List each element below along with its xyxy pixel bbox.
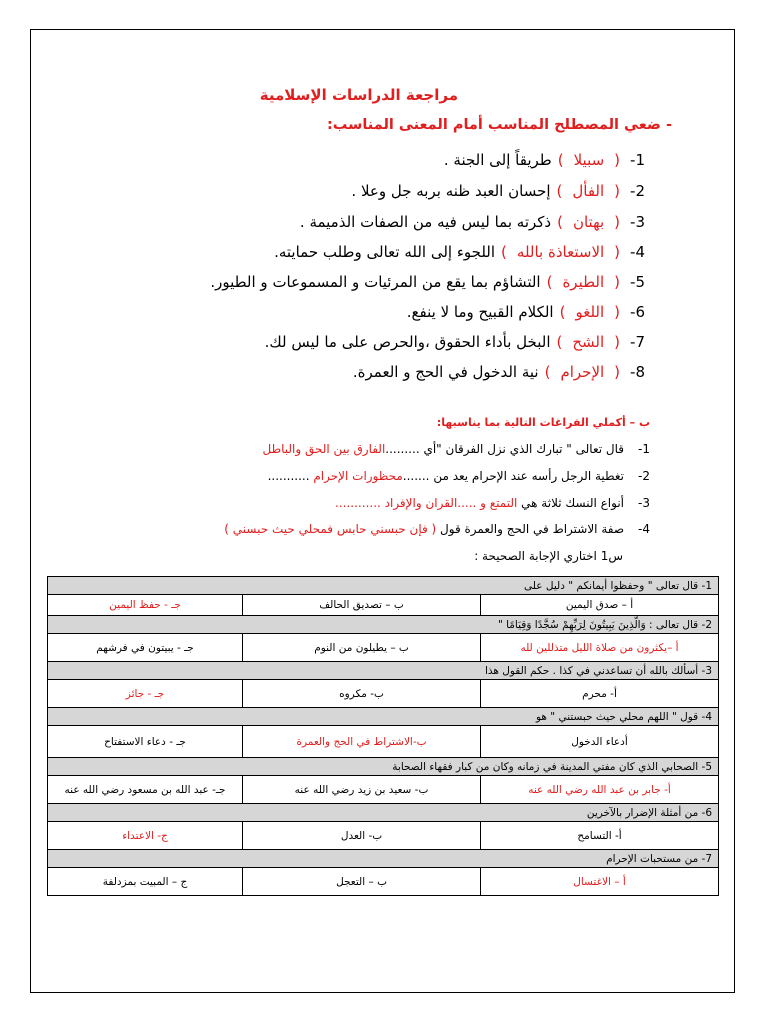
close-paren: ) — [546, 273, 553, 291]
blank-row — [268, 468, 650, 484]
answers-row — [48, 595, 719, 616]
question-row — [48, 577, 719, 595]
open-paren: ( — [614, 303, 621, 321]
term-definition: التشاؤم بما يقع من المرئيات و المسموعات و الطيور. — [210, 273, 541, 291]
term-number: 5- — [630, 273, 645, 291]
term-row — [444, 150, 645, 170]
term-number: 8- — [630, 363, 645, 381]
question-row — [48, 804, 719, 822]
term-definition: البخل بأداء الحقوق ،والحرص على ما ليس لك. — [264, 333, 551, 351]
term-definition: نية الدخول في الحج و العمرة. — [352, 363, 539, 381]
term-definition: إحسان العبد ظنه بربه جل وعلا . — [351, 182, 551, 200]
blank-answer: محظورات الإحرام — [313, 469, 403, 483]
option-a: أ – صدق اليمين — [481, 595, 719, 616]
multiple-choice-table — [47, 576, 719, 896]
answers-row — [48, 634, 719, 662]
term-answer: الطيرة — [562, 273, 605, 291]
term-definition: اللجوء إلى الله تعالى وطلب حمايته. — [274, 243, 496, 261]
term-row — [274, 242, 645, 262]
open-paren: ( — [614, 363, 621, 381]
question-text: 2- قال تعالى : وَالَّذِينَ يَبِيتُونَ لِرَبِّهِمْ سُجَّدًا وَقِيَامًا " — [48, 616, 719, 634]
answers-row — [48, 726, 719, 758]
option-b: ب – التعجل — [243, 868, 481, 896]
option-b: ب- العدل — [243, 822, 481, 850]
page-title: مراجعة الدراسات الإسلامية — [259, 86, 458, 104]
option-a: أ – الاغتسال — [481, 868, 719, 896]
blank-tail: ........... — [267, 469, 314, 483]
option-b: ب- مكروه — [243, 680, 481, 708]
option-b: ب – يطيلون من النوم — [243, 634, 481, 662]
term-number: 3- — [630, 213, 645, 231]
close-paren: ) — [556, 182, 563, 200]
option-a: أ- محرم — [481, 680, 719, 708]
open-paren: ( — [614, 151, 621, 169]
question-row — [48, 662, 719, 680]
blank-prompt: صفة الاشتراط في الحج والعمرة قول — [436, 522, 625, 536]
question-row — [48, 708, 719, 726]
question-row — [48, 758, 719, 776]
question-text: 1- قال تعالى " وحفظوا أيمانكم " دليل على — [48, 577, 719, 595]
section2-heading: ب – أكملي الفراغات التالية بما يناسبها: — [436, 416, 650, 429]
open-paren: ( — [614, 182, 621, 200]
term-number: 4- — [630, 243, 645, 261]
term-row — [351, 181, 645, 201]
term-row — [353, 362, 645, 382]
close-paren: ) — [556, 333, 563, 351]
close-paren: ) — [544, 363, 551, 381]
blank-row — [262, 441, 650, 457]
term-row — [300, 212, 645, 232]
question-text: 5- الصحابي الذي كان مفتي المدينة في زمانه وكان من كبار فقهاء الصحابة — [48, 758, 719, 776]
option-c: جـ - دعاء الاستفتاح — [48, 726, 243, 758]
term-number: 1- — [630, 151, 645, 169]
term-row — [407, 302, 645, 322]
blank-number: 2- — [638, 469, 650, 483]
term-answer: اللغو — [575, 303, 605, 321]
option-a: أدعاء الدخول — [481, 726, 719, 758]
blank-prompt: تغطية الرجل رأسه عند الإحرام يعد من ....... — [402, 469, 625, 483]
blank-answer: التمتع و .....القران والإفراد ............ — [335, 496, 518, 510]
answers-row — [48, 822, 719, 850]
open-paren: ( — [614, 333, 621, 351]
term-number: 2- — [630, 182, 645, 200]
close-paren: ) — [559, 303, 566, 321]
open-paren: ( — [614, 243, 621, 261]
question-text: 6- من أمثلة الإضرار بالآخرين — [48, 804, 719, 822]
blank-number: 1- — [638, 442, 650, 456]
option-c: جـ - جائز — [48, 680, 243, 708]
blank-number: 4- — [638, 522, 650, 536]
option-c: جـ - يبيتون في فرشهم — [48, 634, 243, 662]
question-row — [48, 850, 719, 868]
section3-heading: س1 اختاري الإجابة الصحيحة : — [474, 549, 623, 563]
option-c: جـ- عبد الله بن مسعود رضي الله عنه — [48, 776, 243, 804]
term-row — [210, 272, 645, 292]
answers-row — [48, 868, 719, 896]
question-row — [48, 616, 719, 634]
option-a: أ –يكثرون من صلاة الليل متذللين لله — [481, 634, 719, 662]
blank-number: 3- — [638, 496, 650, 510]
term-number: 7- — [630, 333, 645, 351]
term-answer: الفأل — [572, 182, 605, 200]
close-paren: ) — [557, 213, 563, 231]
term-answer: بهتان — [572, 213, 605, 231]
open-paren: ( — [614, 273, 621, 291]
question-text: 7- من مستحبات الإحرام — [48, 850, 719, 868]
option-c: جـ - حفظ اليمين — [48, 595, 243, 616]
blank-row — [335, 495, 650, 511]
option-b: ب- سعيد بن زيد رضي الله عنه — [243, 776, 481, 804]
blank-prompt: قال تعالى " تبارك الذي نزل الفرقان "أي ......... — [385, 442, 625, 456]
blank-answer: ( فإن حبسني حابس فمحلي حيث حبسني ) — [224, 522, 437, 536]
answers-row — [48, 776, 719, 804]
option-c: ج – المبيت بمزدلفة — [48, 868, 243, 896]
term-definition: ذكرته بما ليس فيه من الصفات الذميمة . — [299, 213, 552, 231]
option-b: ب – تصديق الحالف — [243, 595, 481, 616]
term-number: 6- — [630, 303, 645, 321]
blank-answer: الفارق بين الحق والباطل — [262, 442, 386, 456]
close-paren: ) — [557, 151, 564, 169]
term-definition: طريقاً إلى الجنة . — [443, 151, 552, 169]
blank-row — [224, 521, 650, 537]
question-text: 3- أسألك بالله أن تساعدني في كذا . حكم القول هذا — [48, 662, 719, 680]
option-b: ب-الاشتراط في الحج والعمرة — [243, 726, 481, 758]
term-definition: الكلام القبيح وما لا ينفع. — [406, 303, 554, 321]
open-paren: ( — [614, 213, 621, 231]
term-answer: الاستعاذة بالله — [516, 243, 605, 261]
term-answer: الإحرام — [560, 363, 605, 381]
answers-row — [48, 680, 719, 708]
term-answer: الشح — [572, 333, 605, 351]
term-answer: سبيلا — [573, 151, 605, 169]
blank-prompt: أنواع النسك ثلاثة هي — [517, 496, 625, 510]
question-text: 4- قول " اللهم محلي حيث حبستني " هو — [48, 708, 719, 726]
option-a: أ- جابر بن عبد الله رضي الله عنه — [481, 776, 719, 804]
option-c: ج- الاعتداء — [48, 822, 243, 850]
close-paren: ) — [501, 243, 507, 261]
option-a: أ- التسامح — [481, 822, 719, 850]
term-row — [265, 332, 645, 352]
section1-instruction: - ضعي المصطلح المناسب أمام المعنى المناسب: — [326, 117, 672, 133]
